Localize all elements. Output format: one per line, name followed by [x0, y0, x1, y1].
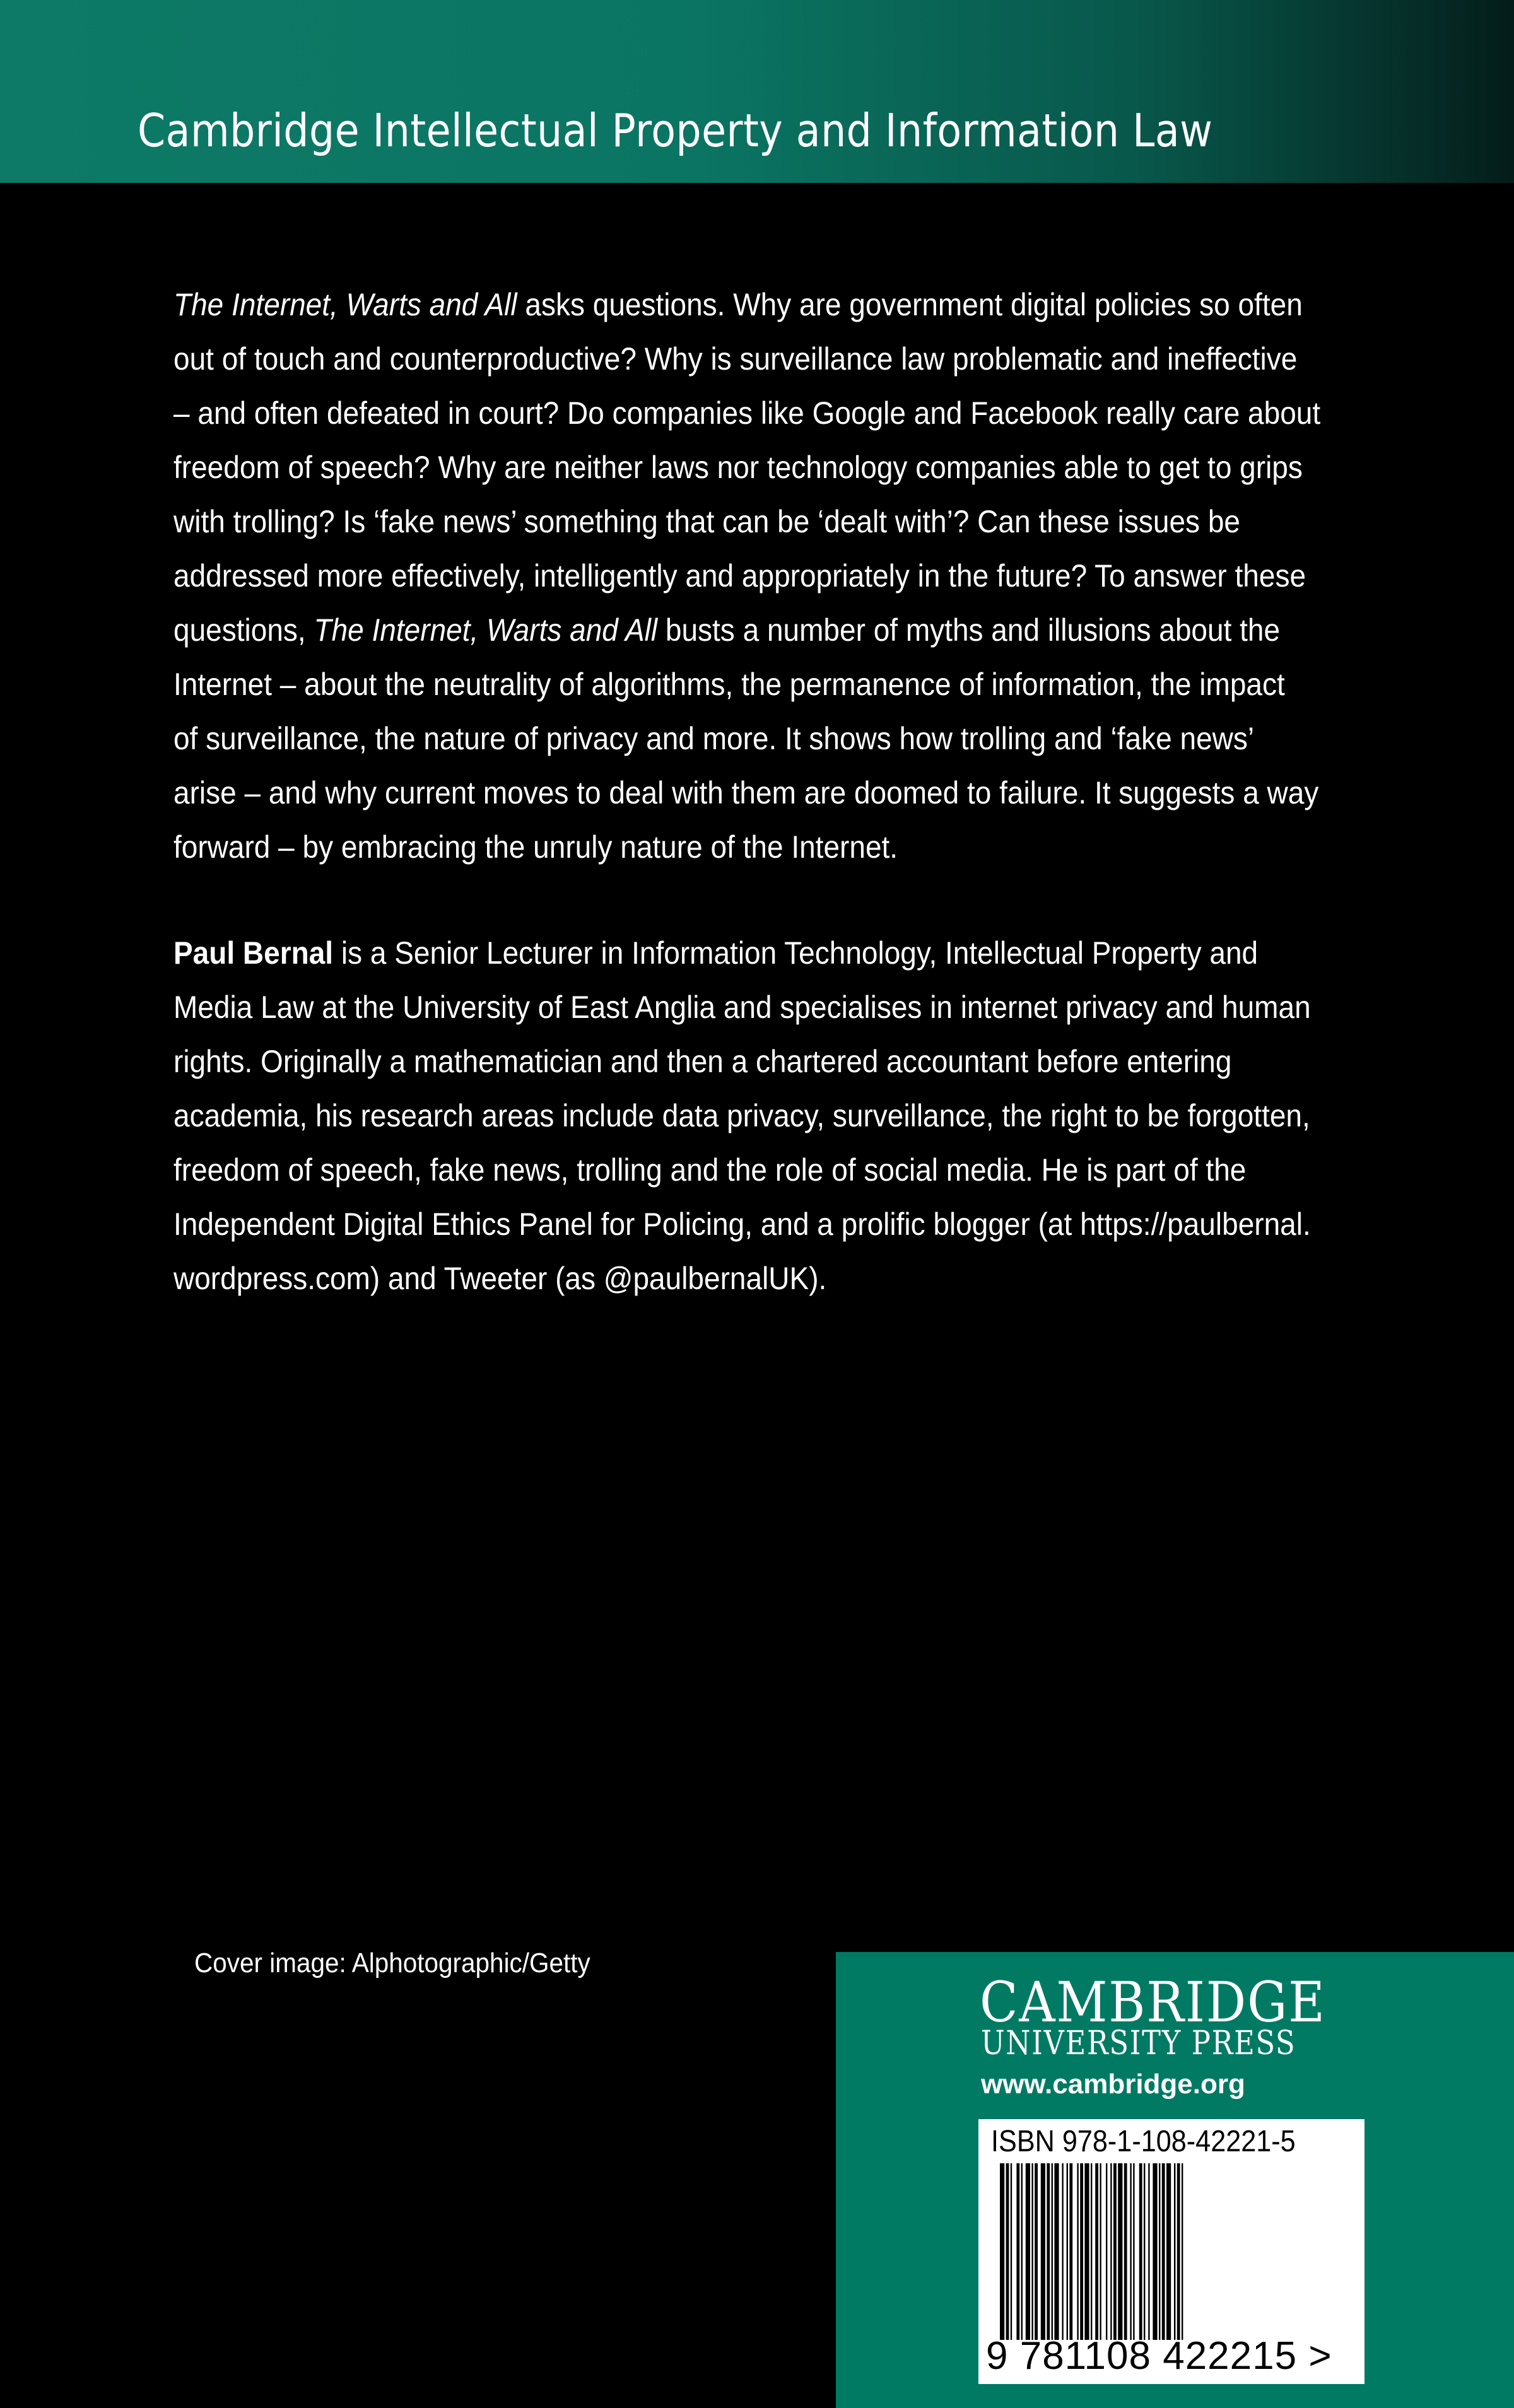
blurb-line: with trolling? Is ‘fake news’ something that can be ‘dealt with’? Can these issues be [173, 504, 1241, 539]
isbn-label: ISBN 978-1-108-42221-5 [991, 2125, 1296, 2158]
barcode-bar [1062, 2163, 1063, 2340]
barcode-box [978, 2119, 1364, 2384]
series-title: Cambridge Intellectual Property and Information Law [138, 104, 1213, 157]
bio-line: rights. Originally a mathematician and then a chartered accountant before entering [173, 1044, 1232, 1079]
blurb-line: arise – and why current moves to deal with them are doomed to failure. It suggests a way [173, 775, 1319, 810]
barcode-bar [1133, 2163, 1134, 2340]
blurb-line: The Internet, Warts and All asks questions. Why are government digital policies so often [173, 287, 1303, 322]
barcode-bar [1174, 2163, 1175, 2340]
series-band [0, 0, 1514, 183]
barcode-bar [1148, 2163, 1149, 2340]
book-title-italic: The Internet, Warts and All [173, 287, 517, 322]
barcode-bar [1084, 2163, 1089, 2340]
publisher-subname: UNIVERSITY PRESS [981, 2025, 1296, 2062]
barcode-bar [1177, 2163, 1180, 2340]
barcode-bar [1153, 2163, 1157, 2340]
barcode-bar [1000, 2163, 1004, 2340]
barcode-bar [1011, 2163, 1012, 2340]
barcode-bar [1041, 2163, 1045, 2340]
blurb-line: Internet – about the neutrality of algorithms, the permanence of information, the impact [173, 667, 1285, 702]
bio-line: Paul Bernal is a Senior Lecturer in Information Technology, Intellectual Property and [173, 935, 1259, 971]
barcode-bar [1069, 2163, 1072, 2340]
barcode-bar [1130, 2163, 1131, 2340]
barcode-bar [1047, 2163, 1050, 2340]
publisher-url: www.cambridge.org [981, 2069, 1245, 2100]
barcode-bar [1100, 2163, 1101, 2340]
barcode-bar [1077, 2163, 1078, 2340]
blurb-line: out of touch and counterproductive? Why is surveillance law problematic and ineffective [173, 341, 1298, 377]
author-bio [173, 926, 1410, 1306]
bio-line: freedom of speech, fake news, trolling and the role of social media. He is part of the [173, 1152, 1247, 1188]
barcode-icon [997, 2163, 1344, 2340]
barcode-bar [1035, 2163, 1038, 2340]
barcode-bar [1016, 2163, 1019, 2340]
barcode-bar [1182, 2163, 1183, 2340]
barcode-bar [1162, 2163, 1165, 2340]
barcode-bar [1118, 2163, 1122, 2340]
barcode-bar [1067, 2163, 1068, 2340]
blurb-line: forward – by embracing the unruly nature of the Internet. [173, 829, 898, 865]
blurb-line: addressed more effectively, intelligently and appropriately in the future? To answer these [173, 558, 1306, 593]
barcode-bar [1054, 2163, 1059, 2340]
bio-line: academia, his research areas include data privacy, surveillance, the right to be forgotten, [173, 1098, 1310, 1133]
barcode-bar [1080, 2163, 1083, 2340]
barcode-bar [1091, 2163, 1092, 2340]
bio-line: wordpress.com) and Tweeter (as @paulbernalUK). [173, 1261, 827, 1296]
publisher-panel [836, 1952, 1514, 2408]
author-name: Paul Bernal [173, 935, 334, 971]
cover-image-credit: Cover image: Alphotographic/Getty [194, 1948, 590, 1978]
blurb-line: – and often defeated in court? Do companies like Google and Facebook really care about [173, 395, 1321, 431]
book-title-italic: The Internet, Warts and All [314, 612, 658, 648]
barcode-digits: 9 781108 422215 > [986, 2334, 1332, 2378]
bio-line: Media Law at the University of East Anglia and specialises in internet privacy and human [173, 990, 1311, 1025]
barcode-bar [1159, 2163, 1160, 2340]
barcode-bar [1026, 2163, 1030, 2340]
barcode-bar [1106, 2163, 1107, 2340]
barcode-bar [1095, 2163, 1098, 2340]
barcode-bar [1139, 2163, 1142, 2340]
blurb-line: freedom of speech? Why are neither laws nor technology companies able to get to grips [173, 450, 1303, 485]
publisher-name: CAMBRIDGE [980, 1970, 1326, 2035]
barcode-bar [1113, 2163, 1117, 2340]
bio-line: Independent Digital Ethics Panel for Policing, and a prolific blogger (at https://paulbernal. [173, 1207, 1311, 1242]
barcode-bar [1110, 2163, 1112, 2340]
book-blurb [173, 278, 1410, 874]
barcode-bar [1006, 2163, 1009, 2340]
blurb-line: questions, The Internet, Warts and All busts a number of myths and illusions about the [173, 612, 1281, 648]
blurb-line: of surveillance, the nature of privacy and more. It shows how trolling and ‘fake news’ [173, 721, 1255, 756]
barcode-bar [1166, 2163, 1171, 2340]
barcode-bar [1124, 2163, 1127, 2340]
barcode-bar [1052, 2163, 1053, 2340]
barcode-bar [1021, 2163, 1023, 2340]
barcode-bar [1031, 2163, 1033, 2340]
barcode-bar [1144, 2163, 1145, 2340]
